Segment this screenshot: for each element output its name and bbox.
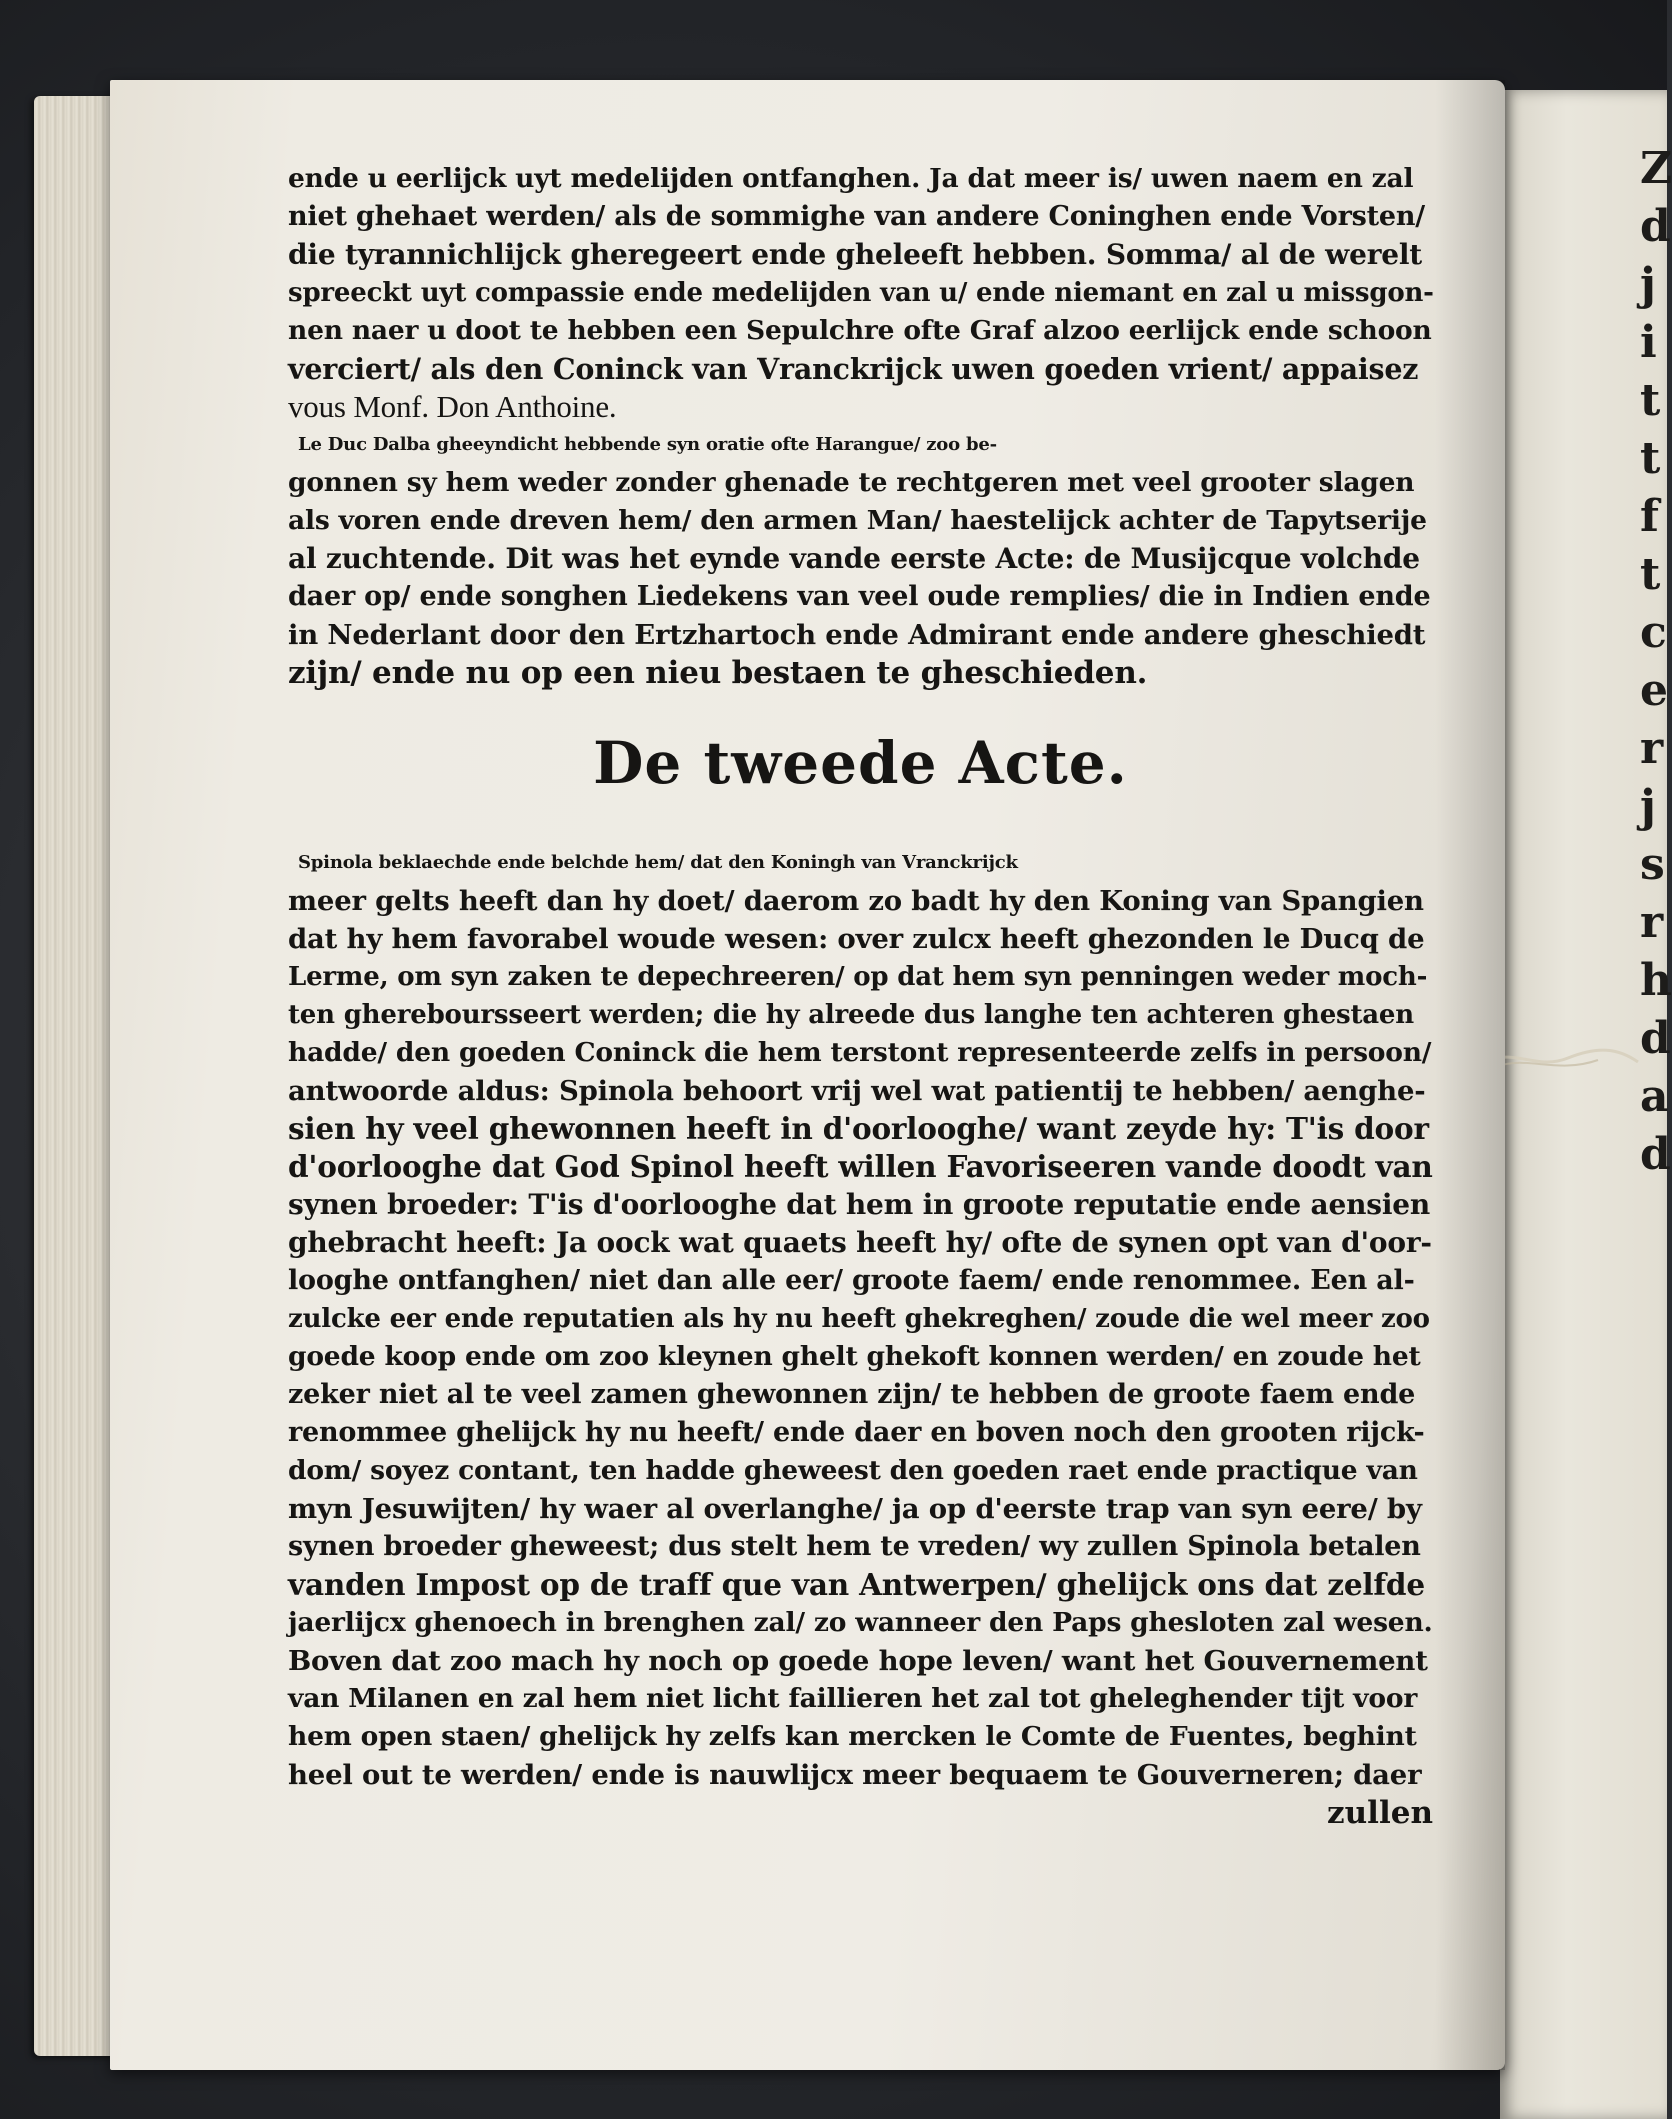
text-line: hadde/ den goeden Coninck die hem terstont representeerde zelfs in persoon/: [288, 1037, 1432, 1068]
text-line: meer gelts heeft dan hy doet/ daerom zo badt hy den Koning van Spangien: [288, 885, 1424, 917]
text-line: niet ghehaet werden/ als de sommighe van andere Coninghen ende Vorsten/: [288, 201, 1425, 232]
page-text-block: [288, 160, 1433, 1832]
paragraph-3: [288, 844, 1433, 1794]
text-line: vanden Impost op de traff que van Antwerpen/ ghelijck ons dat zelfde: [288, 1567, 1425, 1602]
text-line: Lerme, om syn zaken te depechreeren/ op dat hem syn penningen weder moch-: [288, 962, 1428, 992]
text-line: van Milanen en zal hem niet licht faillieren het zal tot gheleghender tijt voor: [288, 1683, 1418, 1714]
text-line: zeker niet al te veel zamen ghewonnen zijn/ te hebben de groote faem ende: [288, 1379, 1416, 1410]
paragraph-2: [288, 426, 1433, 692]
text-line: synen broeder: T'is d'oorlooghe dat hem in groote reputatie ende aensien: [288, 1188, 1431, 1221]
text-line: heel out te werden/ ende is nauwlijcx meer bequaem te Gouverneren; daer: [288, 1759, 1422, 1791]
text-line: myn Jesuwijten/ hy waer al overlanghe/ ja op d'eerste trap van syn eere/ by: [288, 1493, 1422, 1525]
text-line: ghebracht heeft: Ja oock wat quaets heeft hy/ ofte de synen opt van d'oor-: [288, 1226, 1432, 1259]
text-line: ten ghereboursseert werden; die hy alreede dus langhe ten achteren ghestaen: [288, 1000, 1414, 1030]
text-line: zijn/ ende nu op een nieu bestaen te gheschieden.: [288, 655, 1148, 691]
text-line: looghe ontfanghen/ niet dan alle eer/ groote faem/ ende renommee. Een al-: [288, 1265, 1415, 1296]
facing-page-text: Z d j i t t f t c e r j s r h d a d: [1640, 143, 1672, 1180]
text-line: nen naer u doot te hebben een Sepulchre ofte Graf alzoo eerlijck ende schoon: [288, 315, 1432, 346]
text-line: antwoorde aldus: Spinola behoort vrij wel wat patientij te hebben/ aenghe-: [288, 1075, 1426, 1107]
text-line: zulcke eer ende reputatien als hy nu heeft ghekreghen/ zoude die wel meer zoo: [288, 1304, 1430, 1334]
section-heading: De tweede Acte.: [593, 729, 1128, 797]
text-line: Spinola beklaechde ende belchde hem/ dat den Koningh van Vranckrijck: [298, 852, 1018, 873]
text-line: Le Duc Dalba gheeyndicht hebbende syn oratie ofte Harangue/ zoo be-: [298, 434, 997, 455]
text-line: sien hy veel ghewonnen heeft in d'oorlooghe/ want zeyde hy: T'is door: [288, 1111, 1429, 1146]
text-line: renommee ghelijck hy nu heeft/ ende daer en boven noch den grooten rijck-: [288, 1417, 1425, 1448]
binding-thread: [1488, 1040, 1638, 1080]
text-line: in Nederlant door den Ertzhartoch ende Admirant ende andere gheschiedt: [288, 619, 1426, 651]
book-page: [110, 80, 1505, 2070]
text-line: jaerlijcx ghenoech in brenghen zal/ zo wanneer den Paps ghesloten zal wesen.: [288, 1607, 1433, 1638]
catchword: zullen: [1327, 1795, 1433, 1831]
text-line: synen broeder gheweest; dus stelt hem te vreden/ wy zullen Spinola betalen: [288, 1531, 1421, 1562]
paragraph-1: [288, 160, 1433, 426]
text-line: gonnen sy hem weder zonder ghenade te rechtgeren met veel grooter slagen: [288, 467, 1415, 498]
text-line: dat hy hem favorabel woude wesen: over zulcx heeft ghezonden le Ducq de: [288, 923, 1425, 955]
text-line: ende u eerlijck uyt medelijden ontfanghen. Ja dat meer is/ uwen naem en zal: [288, 163, 1414, 194]
text-line: d'oorlooghe dat God Spinol heeft willen Favoriseeren vande doodt van: [288, 1149, 1433, 1184]
text-line: dom/ soyez contant, ten hadde gheweest den goeden raet ende practique van: [288, 1455, 1418, 1486]
text-line: hem open staen/ ghelijck hy zelfs kan mercken le Comte de Fuentes, beghint: [288, 1721, 1417, 1752]
text-line: vous Monf. Don Anthoine.: [288, 389, 617, 424]
text-line: daer op/ ende songhen Liedekens van veel oude remplies/ die in Indien ende: [288, 581, 1431, 612]
text-line: al zuchtende. Dit was het eynde vande eerste Acte: de Musijcque volchde: [288, 542, 1420, 575]
text-line: spreeckt uyt compassie ende medelijden van u/ ende niemant en zal u missgon-: [288, 278, 1434, 308]
text-line: goede koop ende om zoo kleynen ghelt ghekoft konnen werden/ en zoude het: [288, 1341, 1421, 1372]
text-line: die tyrannichlijck gheregeert ende gheleeft hebben. Somma/ al de werelt: [288, 238, 1423, 271]
text-line: Boven dat zoo mach hy noch op goede hope leven/ want het Gouvernement: [288, 1645, 1428, 1677]
text-line: als voren ende dreven hem/ den armen Man/ haestelijck achter de Tapytserije: [288, 505, 1427, 536]
text-line: verciert/ als den Coninck van Vranckrijck uwen goeden vrient/ appaisez: [288, 352, 1419, 386]
